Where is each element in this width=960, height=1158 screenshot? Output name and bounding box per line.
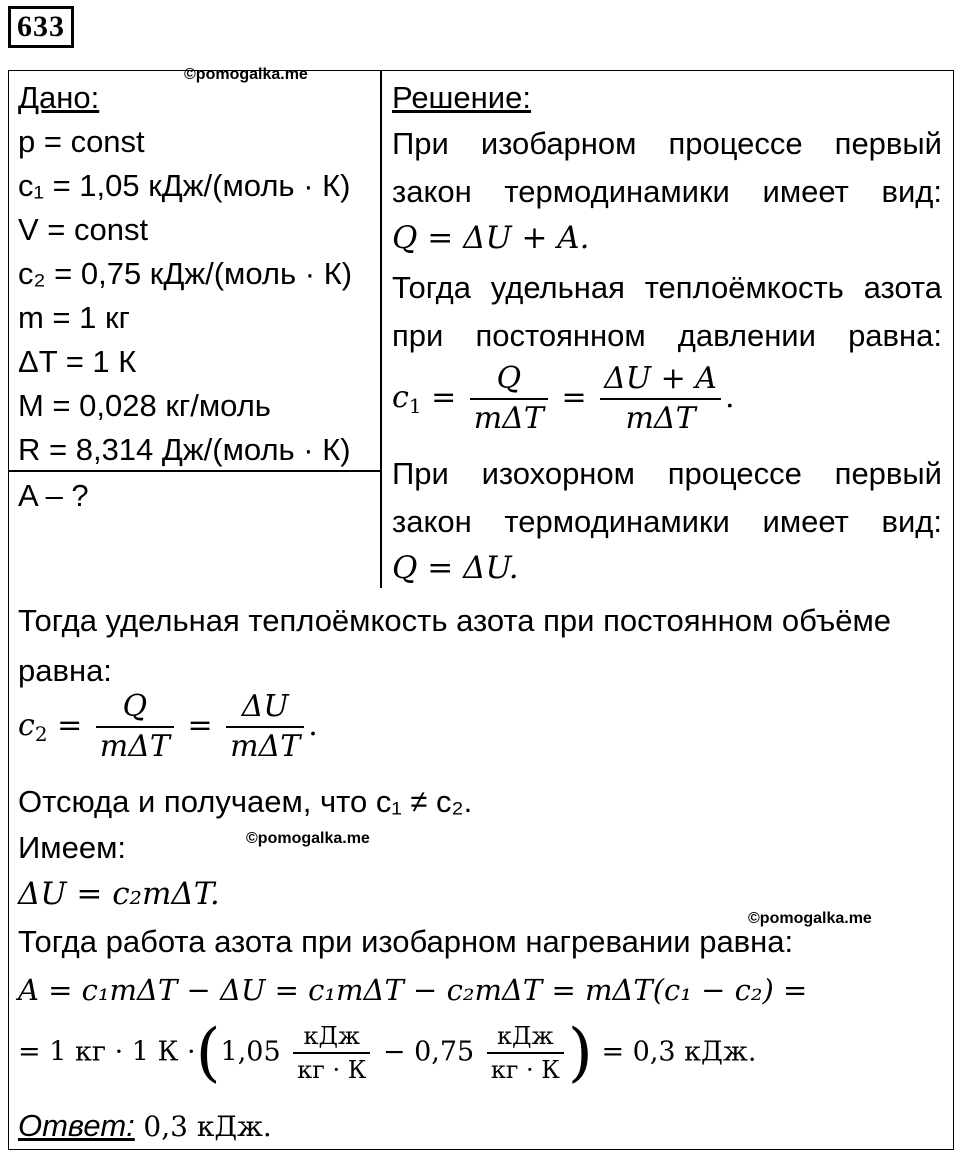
given-line: c₁ = 1,05 кДж/(моль · К): [18, 168, 351, 203]
answer-line: [18, 1108, 272, 1145]
problem-number: 633: [8, 6, 74, 48]
unit-fraction: [487, 1020, 564, 1086]
open-paren: (: [195, 1016, 221, 1090]
denominator: mΔT: [99, 729, 170, 764]
unit-fraction: [293, 1020, 370, 1086]
answer-label: Ответ:: [18, 1108, 135, 1143]
equals-sign: =: [561, 380, 587, 415]
fraction: [96, 688, 174, 766]
equation-work-numeric: [18, 1016, 757, 1090]
watermark-bottom: ©pomogalka.me: [748, 910, 872, 927]
numerator: ΔU + A: [600, 360, 721, 400]
c1-subscript: 1: [408, 394, 422, 418]
numerator: ΔU: [226, 688, 304, 728]
equation-c1: [392, 360, 735, 438]
numeric-start: = 1 кг · 1 К ·: [18, 1036, 196, 1068]
given-line: M = 0,028 кг/моль: [18, 388, 271, 423]
watermark-middle: ©pomogalka.me: [246, 830, 370, 847]
conclusion-line: Отсюда и получаем, что c₁ ≠ c₂.: [18, 784, 473, 819]
find-line: A – ?: [18, 478, 89, 513]
paragraph-have: Имеем:: [18, 830, 127, 865]
fraction: [470, 360, 548, 438]
close-paren: ): [567, 1016, 593, 1090]
value-c2: 0,75: [414, 1036, 475, 1068]
given-line: V = const: [18, 212, 149, 247]
c2-subscript: 2: [34, 722, 48, 746]
given-line: R = 8,314 Дж/(моль · К): [18, 432, 351, 467]
given-line: p = const: [18, 124, 145, 159]
solution-header: Решение:: [392, 80, 531, 115]
denominator: mΔT: [230, 729, 301, 764]
given-divider: [8, 470, 380, 472]
fraction: [226, 688, 304, 766]
equation-isobaric: Q = ΔU + A.: [392, 220, 590, 256]
paragraph-cv: Тогда удельная теплоёмкость азота при постоянном объёме равна:: [18, 603, 892, 688]
watermark-top: ©pomogalka.me: [184, 66, 308, 83]
c1-symbol: c: [392, 380, 409, 415]
denominator: mΔT: [625, 401, 696, 436]
equals-sign: =: [187, 708, 213, 743]
value-c1: 1,05: [220, 1036, 281, 1068]
paragraph-isochoric: При изохорном процессе первый закон термодинамики имеет вид:: [392, 456, 942, 539]
equation-c2: [18, 688, 318, 766]
period: .: [724, 380, 735, 415]
fraction: [600, 360, 721, 438]
column-divider: [380, 70, 382, 588]
equation-du: ΔU = c₂mΔT.: [18, 876, 220, 912]
numeric-result: = 0,3 кДж.: [601, 1036, 757, 1068]
minus-sign: −: [382, 1036, 406, 1068]
period: .: [308, 708, 318, 743]
numerator: Q: [470, 360, 548, 400]
denominator: mΔT: [473, 401, 544, 436]
numerator: Q: [96, 688, 174, 728]
given-line: ΔT = 1 К: [18, 344, 137, 379]
equation-work: A = c₁mΔT − ΔU = c₁mΔT − c₂mΔT = mΔT(c₁ − c₂) =: [18, 973, 808, 1007]
numerator: кДж: [293, 1020, 370, 1054]
numerator: кДж: [487, 1020, 564, 1054]
denominator: кг · К: [297, 1056, 367, 1084]
given-header: Дано:: [18, 80, 100, 115]
equals-sign: =: [57, 708, 83, 743]
given-line: c₂ = 0,75 кДж/(моль · К): [18, 256, 353, 291]
c2-symbol: c: [18, 708, 35, 743]
paragraph-cp: Тогда удельная теплоёмкость азота при постоянном давлении равна:: [392, 270, 942, 353]
answer-value: 0,3 кДж.: [143, 1110, 272, 1143]
equation-isochoric: Q = ΔU.: [392, 550, 519, 586]
given-line: m = 1 кг: [18, 300, 130, 335]
denominator: кг · К: [490, 1056, 560, 1084]
paragraph-work: Тогда работа азота при изобарном нагревании равна:: [18, 924, 794, 959]
equals-sign: =: [431, 380, 457, 415]
paragraph-isobaric: При изобарном процессе первый закон термодинамики имеет вид:: [392, 126, 942, 209]
